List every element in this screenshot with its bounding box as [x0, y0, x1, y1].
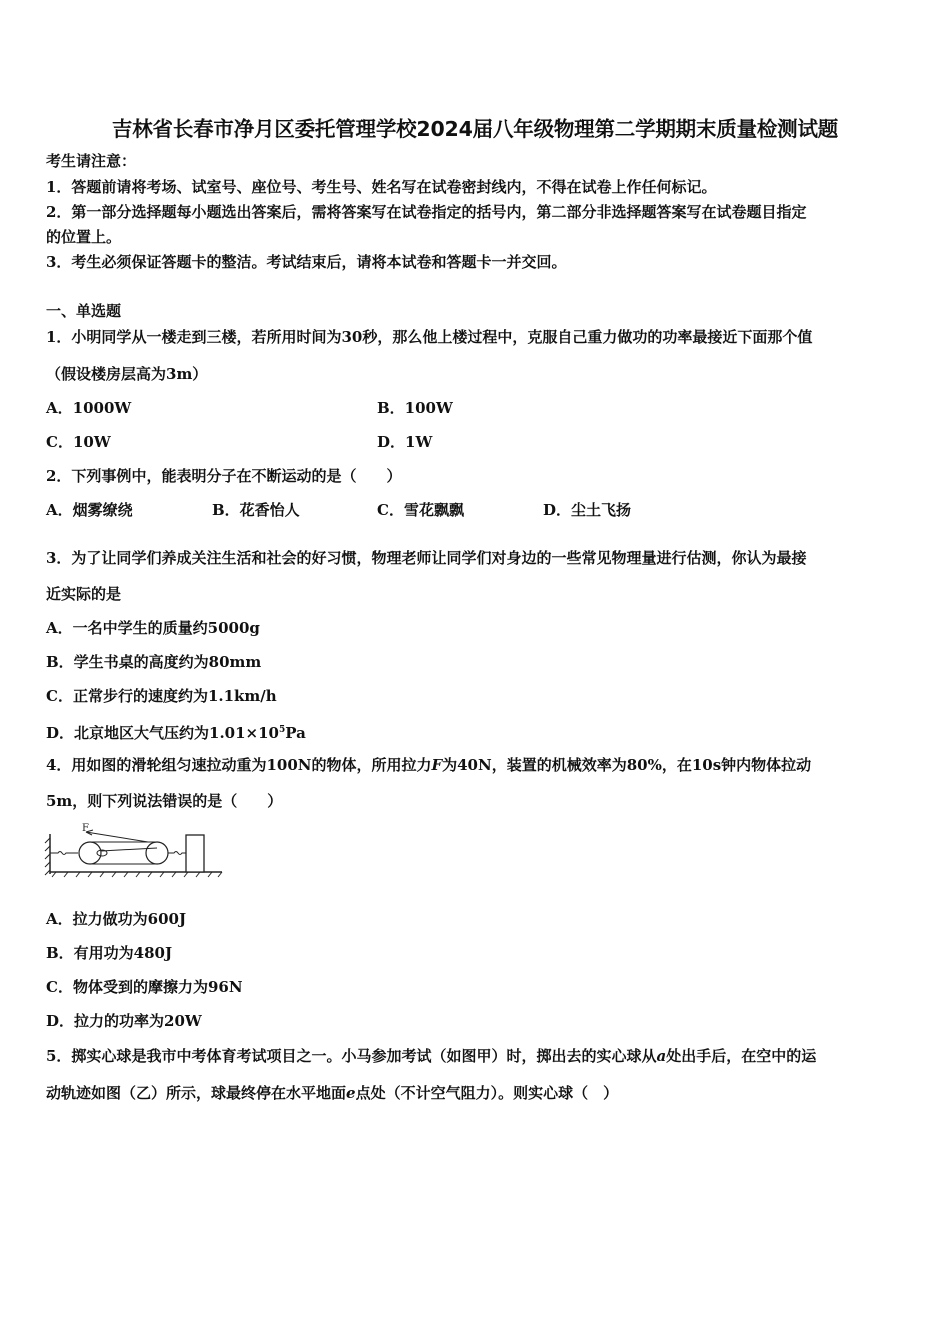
q1-stem-line2: （假设楼房层高为3m） [46, 365, 208, 383]
pulley-diagram [44, 820, 226, 878]
q4-option-a: A．拉力做功为600J [46, 910, 187, 928]
q2-option-c: C．雪花飘飘 [377, 501, 464, 519]
notice-heading: 考生请注意： [46, 152, 137, 170]
q4-stem-line2: 5m，则下列说法错误的是（ ） [46, 792, 283, 810]
notice-item-1: 1．答题前请将考场、试室号、座位号、考生号、姓名写在试卷密封线内，不得在试卷上作任何标记。 [46, 178, 717, 196]
q2-option-b: B．花香怡人 [212, 501, 300, 519]
q1-option-a: A．1000W [46, 399, 132, 417]
q4-stem-line1: 4．用如图的滑轮组匀速拉动重为100N的物体，所用拉力F为40N，装置的机械效率为80%，在10s钟内物体拉动 [46, 756, 812, 774]
section-heading: 一、单选题 [46, 302, 122, 320]
variable-a: a [656, 1047, 667, 1065]
page-title: 吉林省长春市净月区委托管理学校2024届八年级物理第二学期期末质量检测试题 [111, 117, 839, 141]
q1-stem-line1: 1．小明同学从一楼走到三楼，若所用时间为30秒，那么他上楼过程中，克服自己重力做功的功率最接近下面那个值 [46, 328, 813, 346]
q3-option-d: D．北京地区大气压约为$1.01\times 10^5Pa$ [46, 724, 306, 742]
q3-option-b: B．学生书桌的高度约为80mm [46, 653, 262, 671]
variable-f: F [431, 756, 443, 774]
q4-option-c: C．物体受到的摩擦力为96N [46, 978, 243, 996]
q1-option-d: D．1W [377, 433, 433, 451]
notice-item-2-cont: 的位置上。 [46, 228, 122, 246]
q3-option-c: C．正常步行的速度约为1.1km/h [46, 687, 277, 705]
q3-stem-line2: 近实际的是 [46, 585, 122, 603]
q5-stem-line2: 动轨迹如图（乙）所示，球最终停在水平地面e点处（不计空气阻力）。则实心球（ ） [46, 1084, 619, 1102]
notice-item-3: 3．考生必须保证答题卡的整洁。考试结束后，请将本试卷和答题卡一并交回。 [46, 253, 567, 271]
variable-e: e [346, 1084, 356, 1102]
q4-option-b: B．有用功为480J [46, 944, 173, 962]
q5-stem-line1: 5．掷实心球是我市中考体育考试项目之一。小马参加考试（如图甲）时，掷出去的实心球从a处出手后，在空中的运 [46, 1047, 817, 1065]
notice-item-2: 2．第一部分选择题每小题选出答案后，需将答案写在试卷指定的括号内，第二部分非选择题答案写在试卷题目指定 [46, 203, 807, 221]
q3-option-a: A．一名中学生的质量约5000g [46, 619, 260, 637]
exponent: 5 [279, 725, 286, 735]
q2-option-a: A．烟雾缭绕 [46, 501, 133, 519]
q1-option-c: C．10W [46, 433, 111, 451]
q4-option-d: D．拉力的功率为20W [46, 1012, 202, 1030]
q1-option-b: B．100W [377, 399, 453, 417]
q2-stem: 2．下列事例中，能表明分子在不断运动的是（ ） [46, 467, 402, 485]
force-label: F [82, 823, 89, 834]
q2-option-d: D．尘土飞扬 [543, 501, 632, 519]
q3-stem-line1: 3．为了让同学们养成关注生活和社会的好习惯，物理老师让同学们对身边的一些常见物理量进行估测，你认为最接 [46, 549, 807, 567]
